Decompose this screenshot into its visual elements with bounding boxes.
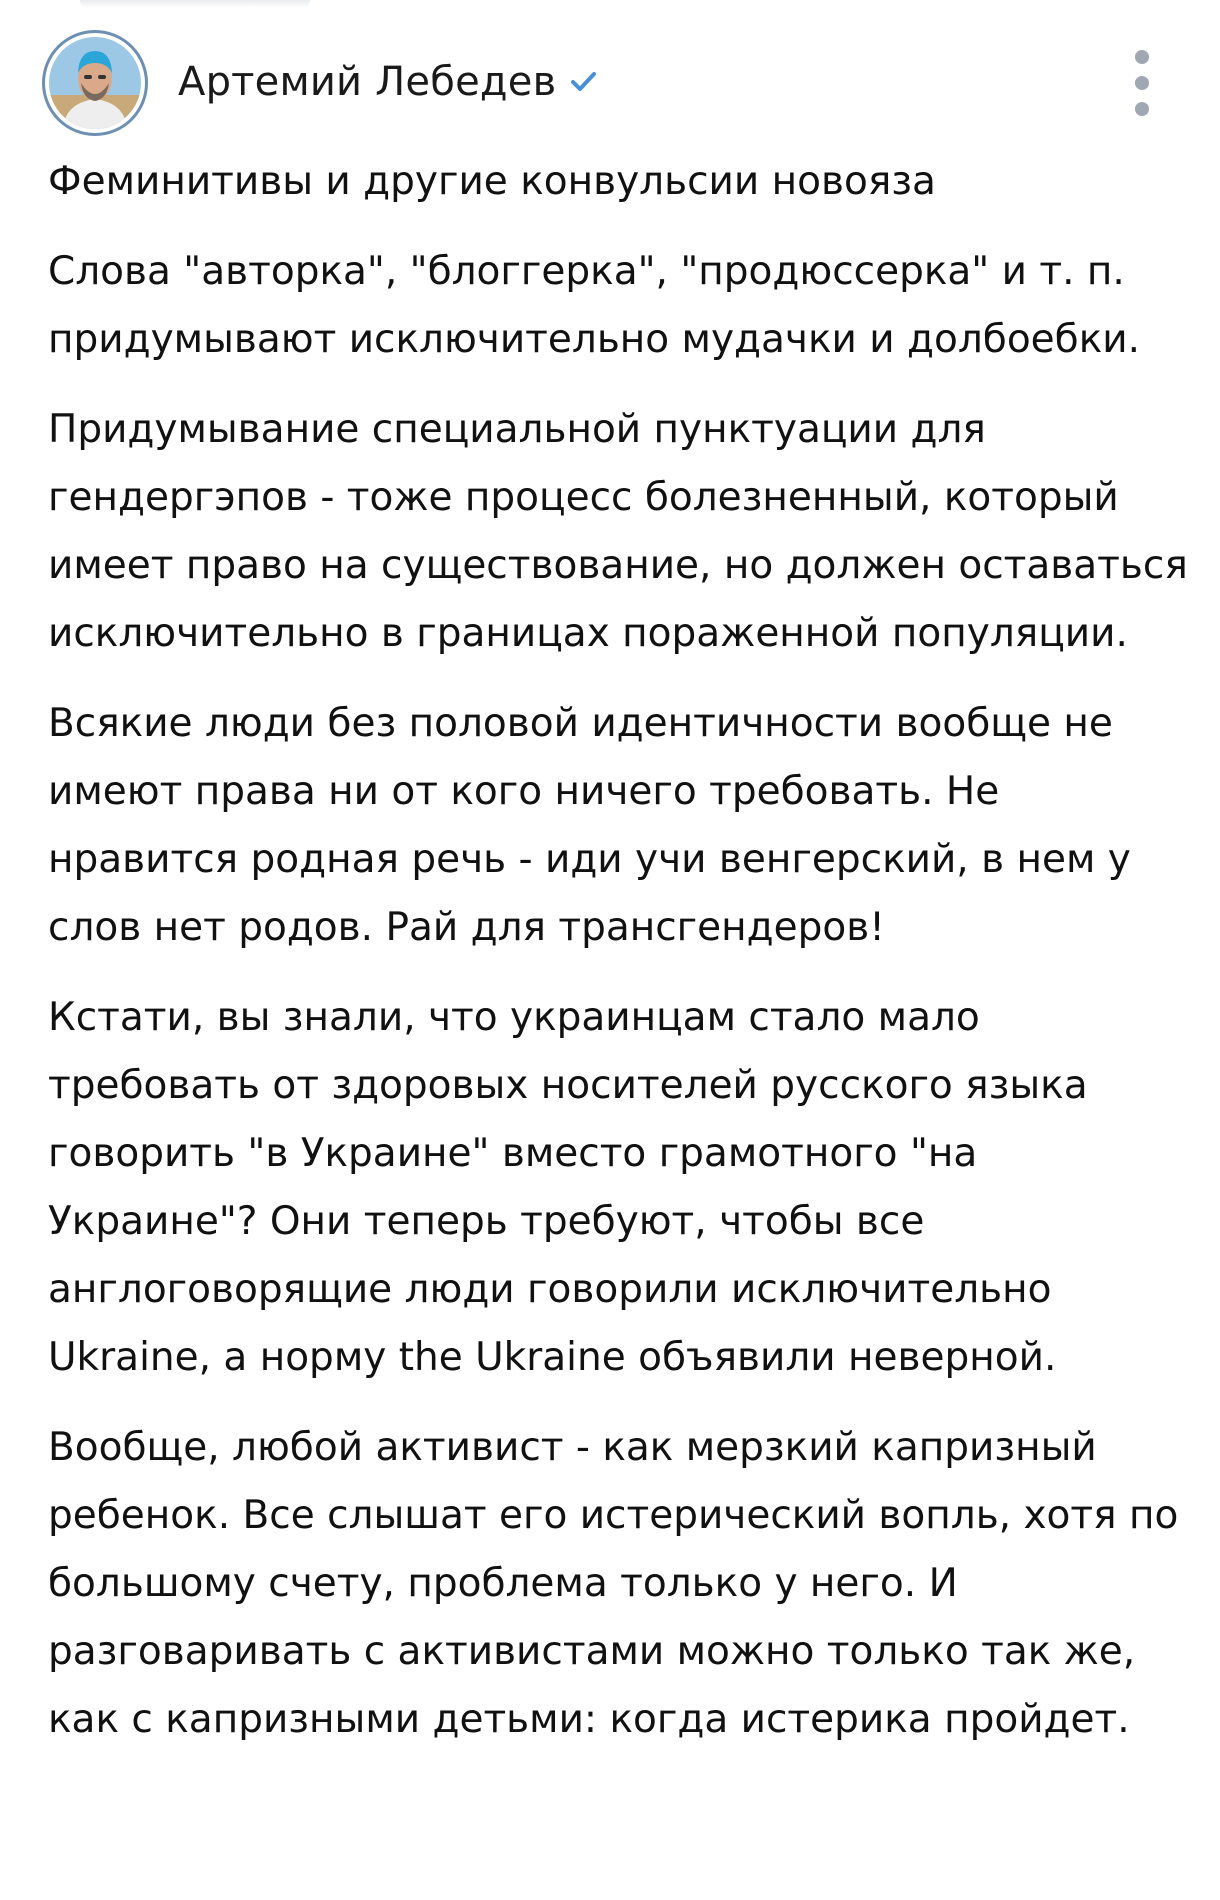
post-paragraph-3: Всякие люди без половой идентичности вообще не имеют права ни от кого ничего требовать. Не нравится родная речь - иди учи венгерский, в нем у слов нет родов. Рай для трансгендеров! [48, 701, 1131, 950]
post-title: Феминитивы и другие конвульсии новояза [48, 159, 936, 204]
more-vertical-icon[interactable] [1124, 50, 1160, 116]
avatar-photo [49, 37, 141, 129]
verified-check-icon [566, 65, 600, 99]
avatar[interactable] [42, 30, 148, 136]
more-dot-middle [1135, 76, 1149, 90]
author-name[interactable]: Артемий Лебедев [178, 59, 557, 105]
more-dot-top [1135, 50, 1149, 64]
post-paragraph-2: Придумывание специальной пунктуации для гендергэпов - тоже процесс болезненный, который имеет право на существование, но должен оставаться исключительно в границах пораженной популяции. [48, 407, 1188, 656]
post-body [48, 148, 1188, 1776]
post-header [42, 28, 1182, 138]
post-paragraph-1: Слова "авторка", "блоггерка", "продюссерка" и т. п. придумывают исключительно мудачки и долбоебки. [48, 249, 1141, 362]
post-paragraph-5: Вообще, любой активист - как мерзкий капризный ребенок. Все слышат его истерический вопль, хотя по большому счету, проблема только у него. И разговаривать с активистами можно только так же, как с капризными детьми: когда истерика пройдет. [48, 1425, 1179, 1742]
more-dot-bottom [1135, 102, 1149, 116]
author-row[interactable] [178, 52, 600, 112]
post-paragraph-4: Кстати, вы знали, что украинцам стало мало требовать от здоровых носителей русского языка говорить "в Украине" вместо грамотного "на Украине"? Они теперь требуют, чтобы все англоговорящие люди говорили исключительно Ukraine, а норму the Ukraine объявили неверной. [48, 995, 1088, 1380]
